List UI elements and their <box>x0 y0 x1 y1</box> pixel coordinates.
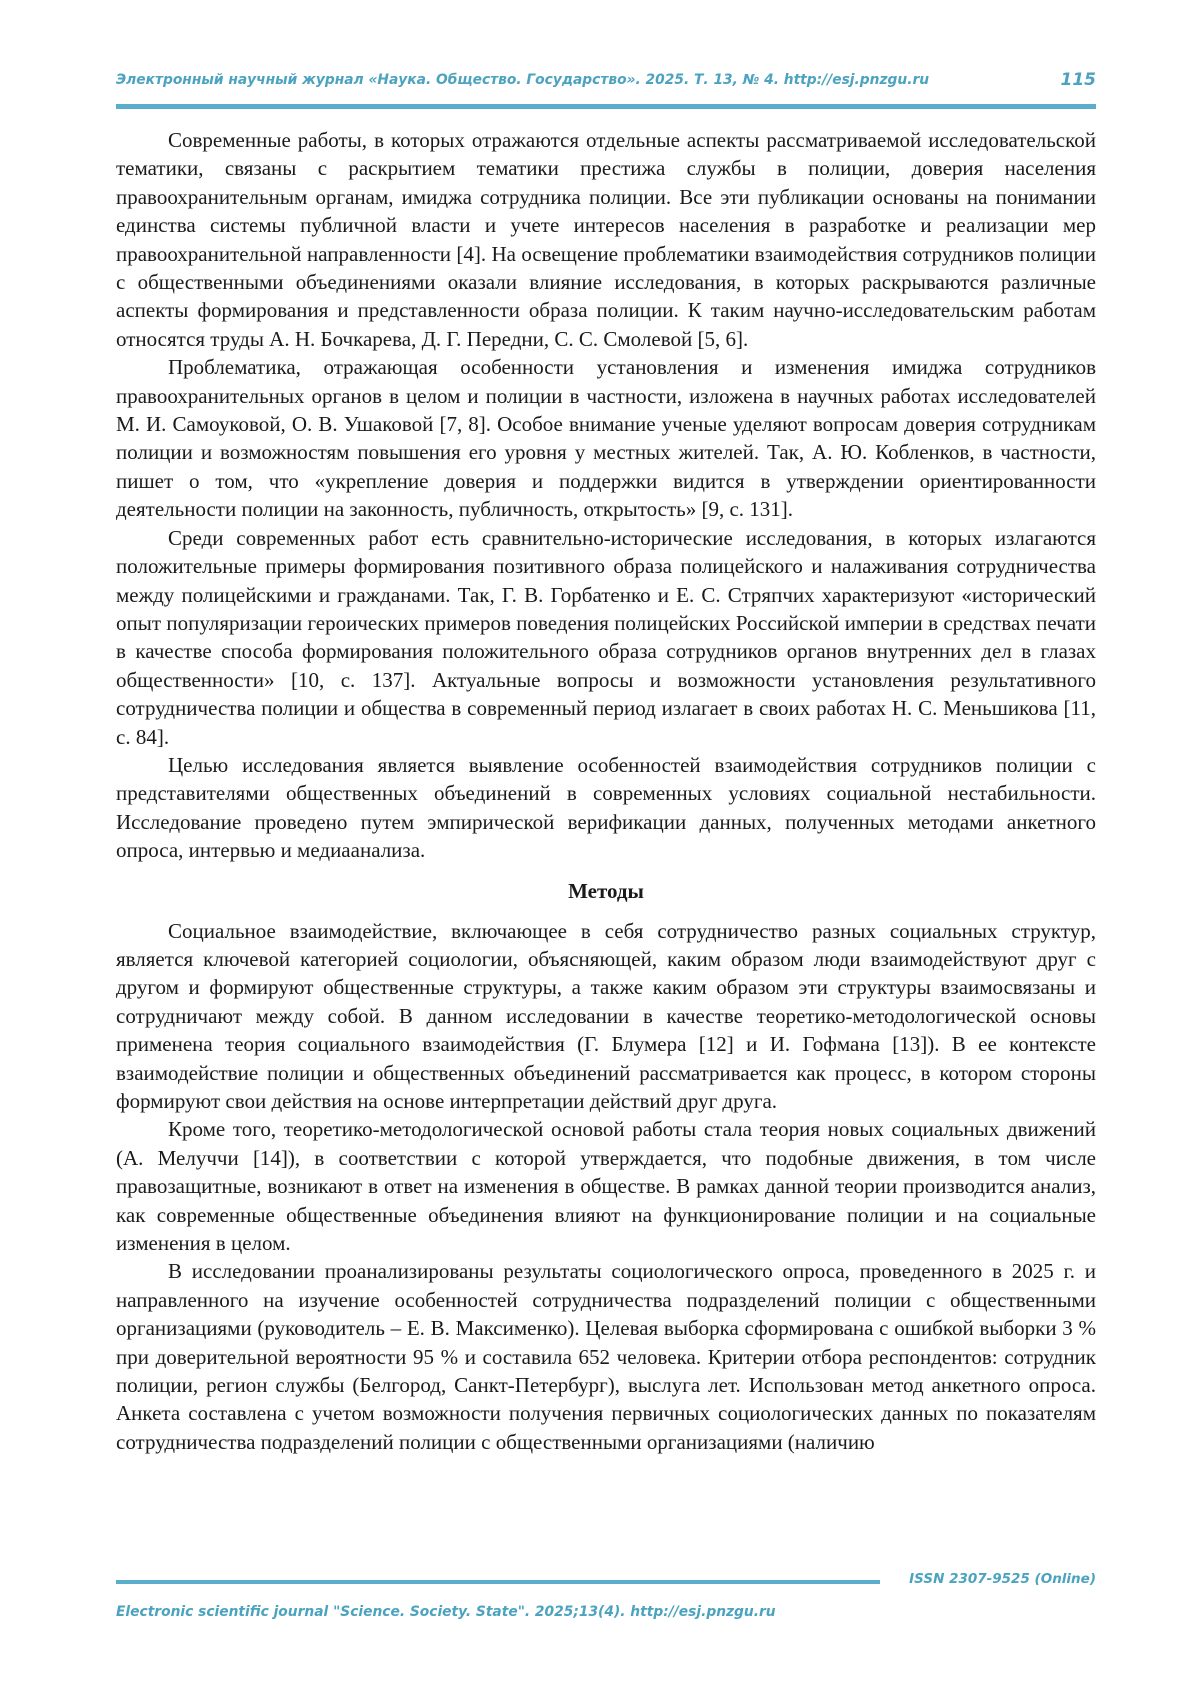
paragraph: В исследовании проанализированы результаты социологического опроса, проведенного в 2025 г. и направленного на изучение особенностей сотрудничества подразделений полиции с общественными организациями (руководитель – Е. В. Максименко). Целевая выборка сформирована с ошибкой выборки 3 % при доверительной вероятности 95 % и составила 652 человека. Критерии отбора респондентов: сотрудник полиции, регион службы (Белгород, Санкт-Петербург), выслуга лет. Использован метод анкетного опроса. Анкета составлена с учетом возможности получения первичных социологических данных по показателям сотрудничества подразделений полиции с общественными организациями (наличию <box>116 1259 1096 1454</box>
page-number: 115 <box>1060 70 1096 90</box>
article-body <box>116 126 1096 1456</box>
issn-label: ISSN 2307-9525 (Online) <box>909 1571 1096 1587</box>
header-rule <box>116 104 1096 109</box>
header-journal-title: Электронный научный журнал «Наука. Общество. Государство». 2025. Т. 13, № 4. http://esj.pnzgu.ru <box>116 72 930 88</box>
paragraph: Кроме того, теоретико-методологической основой работы стала теория новых социальных движений (А. Мелуччи [14]), в соответствии с которой утверждается, что подобные движения, в том числе правозащитные, возникают в ответ на изменения в обществе. В рамках данной теории производится анализ, как современные общественные объединения влияют на функционирование полиции и на социальные изменения в целом. <box>116 1117 1096 1256</box>
paragraph: Целью исследования является выявление особенностей взаимодействия сотрудников полиции с представителями общественных объединений в современных условиях социальной нестабильности. Исследование проведено путем эмпирической верификации данных, полученных методами анкетного опроса, интервью и медиаанализа. <box>116 752 1096 863</box>
paragraph: Современные работы, в которых отражаются отдельные аспекты рассматриваемой исследовательской тематики, связаны с раскрытием тематики престижа службы в полиции, доверия населения правоохранительным органам, имиджа сотрудника полиции. Все эти публикации основаны на понимании единства системы публичной власти и учете интересов населения в разработке и реализации мер правоохранительной направленности [4]. На освещение проблематики взаимодействия сотрудников полиции с общественными объединениями оказали влияние исследования, в которых раскрываются различные аспекты формирования и представленности образа полиции. К таким научно-исследовательским работам относятся труды А. Н. Бочкарева, Д. Г. Передни, С. С. Смолевой [5, 6]. <box>116 128 1096 351</box>
running-header <box>116 70 1096 94</box>
section-heading-methods: Методы <box>568 878 644 903</box>
footer-rule <box>116 1580 880 1584</box>
paragraph: Проблематика, отражающая особенности установления и изменения имиджа сотрудников правоохранительных органов в целом и полиции в частности, изложена в научных работах исследователей М. И. Самоуковой, О. В. Ушаковой [7, 8]. Особое внимание ученые уделяют вопросам доверия сотрудникам полиции и возможностям повышения его уровня у местных жителей. Так, А. Ю. Кобленков, в частности, пишет о том, что «укрепление доверия и поддержки видится в утверждении ориентированности деятельности полиции на законность, публичность, открытость» [9, с. 131]. <box>116 355 1096 522</box>
paragraph: Среди современных работ есть сравнительно-исторические исследования, в которых излагаются положительные примеры формирования позитивного образа полицейского и налаживания сотрудничества между полицейскими и гражданами. Так, Г. В. Горбатенко и Е. С. Стряпчих характеризуют «исторический опыт популяризации героических примеров поведения полицейских Российской империи в средствах печати в качестве способа формирования положительного образа сотрудников органов внутренних дел в глазах общественности» [10, с. 137]. Актуальные вопросы и возможности установления результативного сотрудничества полиции и общества в современный период излагает в своих работах Н. С. Меньшикова [11, с. 84]. <box>116 525 1096 749</box>
footer-journal-title: Electronic scientific journal "Science. Society. State". 2025;13(4). http://esj.pnzgu.ru <box>116 1604 776 1620</box>
paragraph: Социальное взаимодействие, включающее в себя сотрудничество разных социальных структур, является ключевой категорией социологии, объясняющей, каким образом люди взаимодействуют друг с другом и формируют общественные структуры, а также каким образом эти структуры взаимосвязаны и сотрудничают между собой. В данном исследовании в качестве теоретико-методологической основы применена теория социального взаимодействия (Г. Блумера [12] и И. Гофмана [13]). В ее контексте взаимодействие полиции и общественных объединений рассматривается как процесс, в котором стороны формируют свои действия на основе интерпретации действий друг друга. <box>116 918 1096 1113</box>
